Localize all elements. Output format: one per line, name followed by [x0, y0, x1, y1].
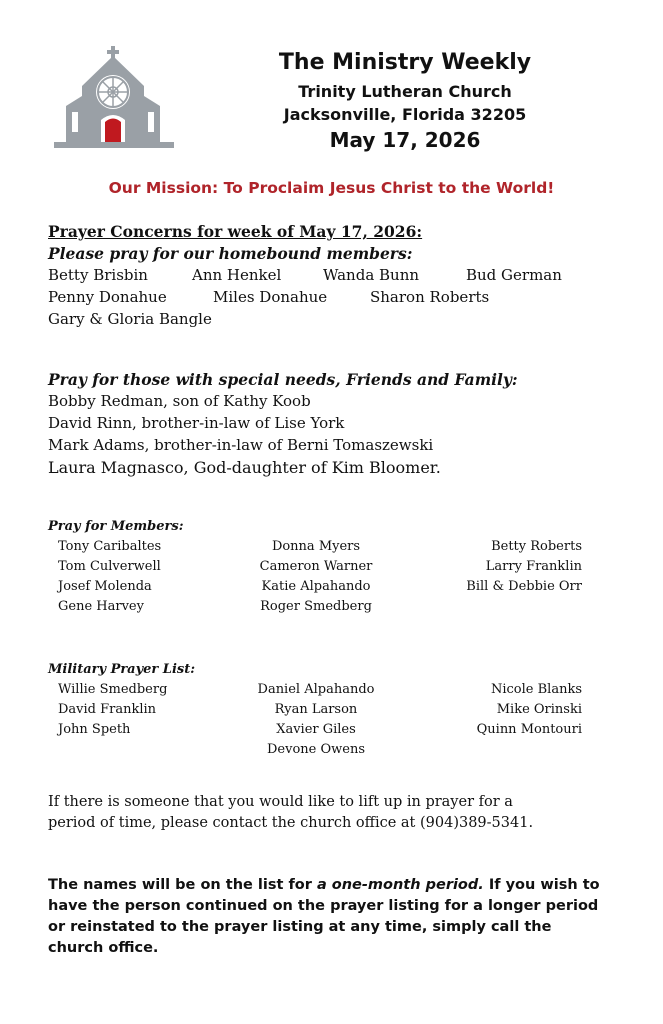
military-name: Quinn Montouri — [476, 722, 582, 737]
listing-notice — [48, 875, 608, 959]
church-location: Jacksonville, Florida 32205 — [283, 105, 527, 124]
military-name: Willie Smedberg — [58, 682, 168, 697]
member-name: Larry Franklin — [485, 559, 582, 574]
newsletter-title: The Ministry Weekly — [278, 50, 532, 75]
homebound-name: Miles Donahue — [213, 288, 328, 306]
church-name: Trinity Lutheran Church — [298, 82, 512, 101]
special-needs-heading: Pray for those with special needs, Friends and Family: — [48, 370, 518, 389]
military-name: Ryan Larson — [274, 702, 358, 717]
special-needs-item: Mark Adams, brother-in-law of Berni Tomaszewski — [48, 436, 434, 454]
military-name: Xavier Giles — [276, 722, 356, 737]
homebound-name: Ann Henkel — [192, 266, 282, 284]
prayer-concerns-title: Prayer Concerns for week of May 17, 2026: — [48, 222, 423, 241]
member-name: Tom Culverwell — [58, 559, 161, 574]
member-name: Bill & Debbie Orr — [466, 579, 582, 594]
special-needs-item: David Rinn, brother-in-law of Lise York — [48, 414, 345, 432]
special-needs-item: Bobby Redman, son of Kathy Koob — [48, 392, 311, 410]
issue-date: May 17, 2026 — [329, 128, 481, 152]
notice-text: If you wish to have the person continued on the prayer listing for a longer period or reinstated to the prayer listing at any time, simply call the church office. — [48, 877, 600, 956]
member-name: Tony Caribaltes — [58, 539, 162, 554]
notice-text: The names will be on the list for — [48, 877, 317, 893]
notice-emphasis: a one-month period. — [316, 877, 484, 893]
members-heading: Pray for Members: — [48, 519, 184, 534]
homebound-name: Betty Brisbin — [48, 266, 148, 284]
homebound-name: Gary & Gloria Bangle — [48, 310, 212, 328]
member-name: Cameron Warner — [259, 559, 373, 574]
military-name: Daniel Alpahando — [257, 682, 375, 697]
military-name: David Franklin — [58, 702, 157, 717]
contact-line: If there is someone that you would like to lift up in prayer for a — [48, 794, 513, 810]
military-name: Nicole Blanks — [490, 682, 582, 697]
military-name: John Speth — [58, 722, 131, 737]
contact-line: period of time, please contact the church office at (904)389-5341. — [48, 815, 534, 831]
homebound-name: Sharon Roberts — [370, 288, 490, 306]
mission-statement: Our Mission: To Proclaim Jesus Christ to the World! — [108, 179, 555, 197]
homebound-name: Penny Donahue — [48, 288, 167, 306]
military-name: Mike Orinski — [496, 702, 582, 717]
homebound-name: Bud German — [466, 266, 562, 284]
homebound-heading: Please pray for our homebound members: — [48, 244, 413, 263]
member-name: Gene Harvey — [58, 599, 144, 614]
member-name: Josef Molenda — [58, 579, 152, 594]
church-logo-icon — [50, 46, 178, 150]
member-name: Betty Roberts — [491, 539, 582, 554]
member-name: Katie Alpahando — [261, 579, 371, 594]
military-name: Devone Owens — [266, 742, 365, 757]
military-heading: Military Prayer List: — [48, 662, 196, 677]
member-name: Donna Myers — [271, 539, 361, 554]
homebound-name: Wanda Bunn — [323, 266, 420, 284]
special-needs-item: Laura Magnasco, God-daughter of Kim Bloomer. — [48, 458, 441, 477]
member-name: Roger Smedberg — [260, 599, 372, 614]
